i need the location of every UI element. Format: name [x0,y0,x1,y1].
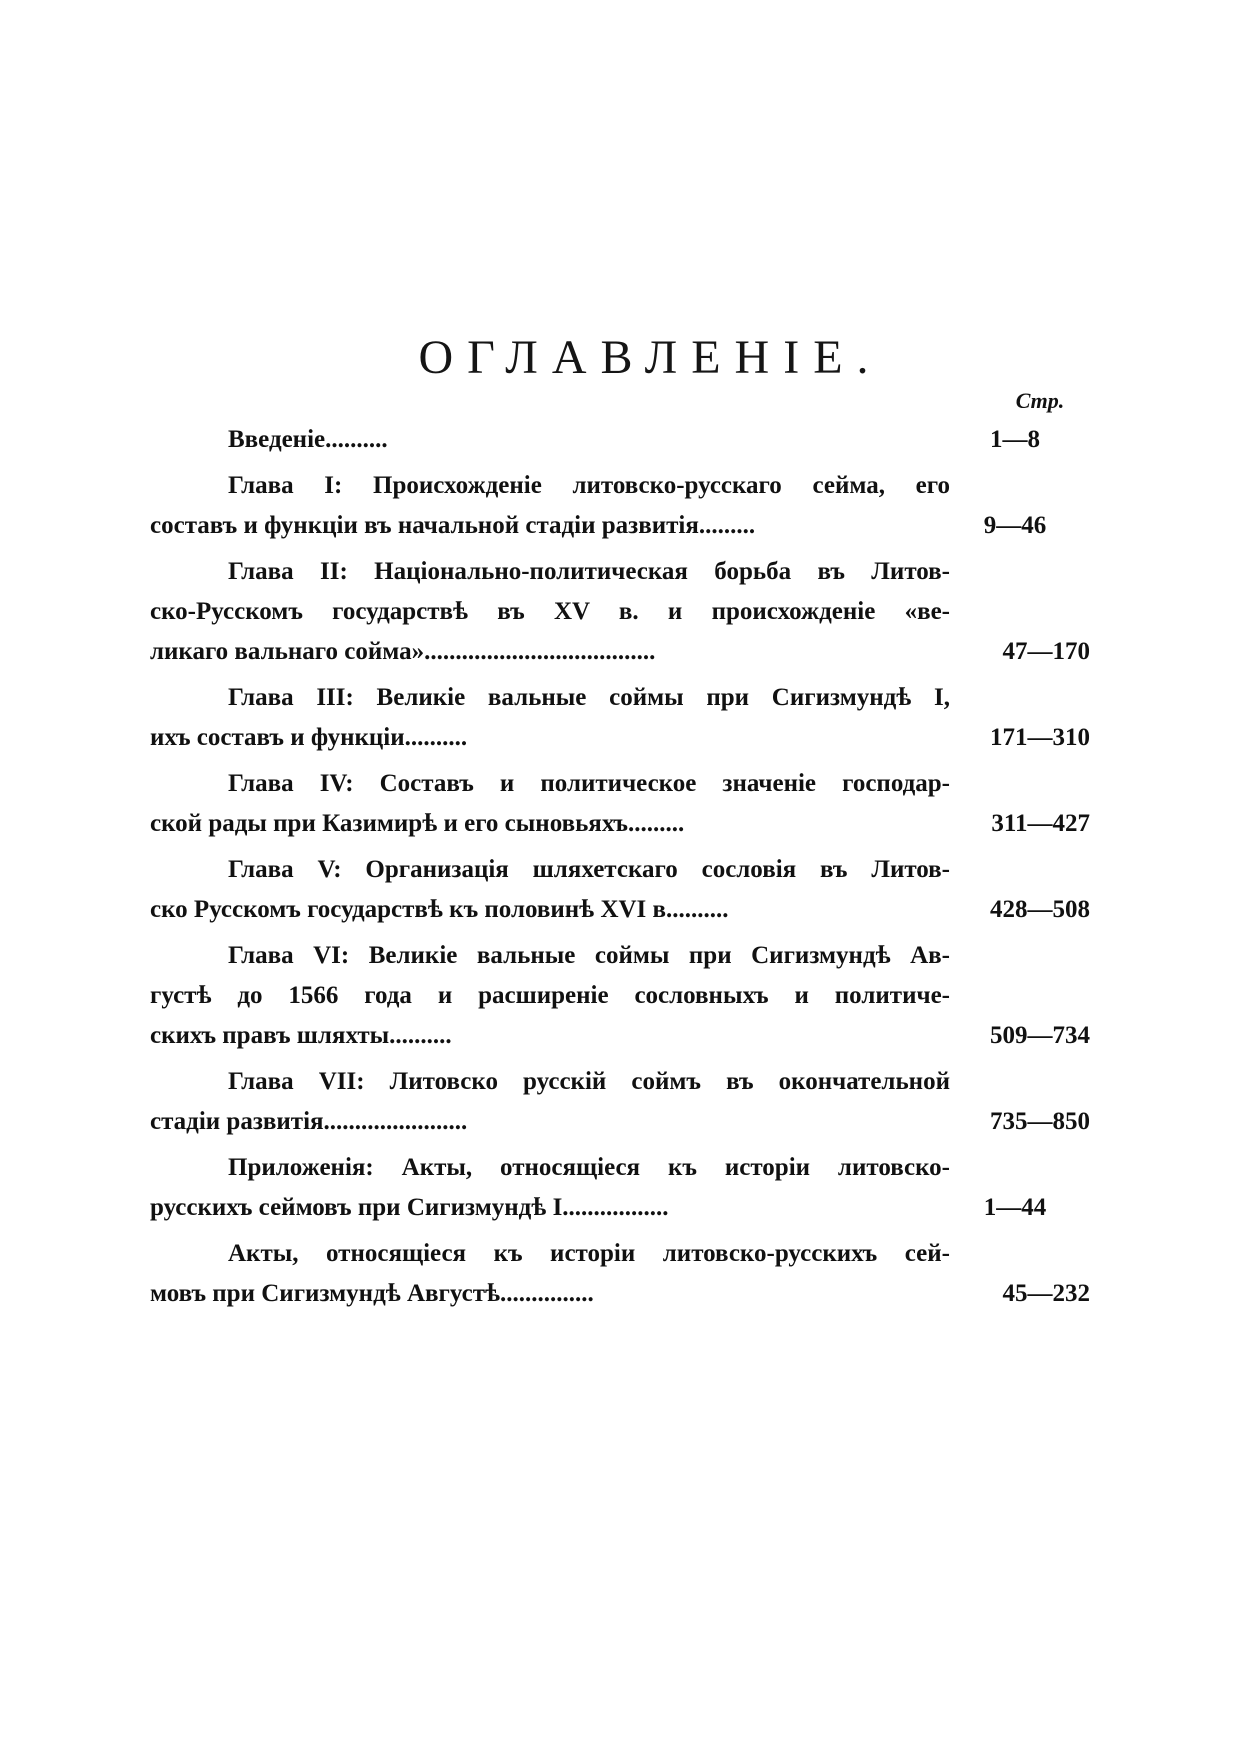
toc-entry-chapter-1 [150,466,1090,546]
page-title: ОГЛАВЛЕНІЕ. [418,331,883,384]
table-of-contents [150,420,1090,1314]
toc-line [150,678,1090,718]
toc-line [150,1102,1090,1142]
toc-page-range: 45—232 [1002,1280,1090,1307]
toc-entry-chapter-2 [150,552,1090,672]
toc-line [150,466,1090,506]
toc-entry-text: русскихъ сеймовъ при Сигизмундѣ I................. [150,1194,669,1221]
toc-entry-text: ской рады при Казимирѣ и его сыновьяхъ......... [150,810,685,837]
toc-line [150,632,1090,672]
toc-line [150,592,1090,632]
toc-entry-text: Приложенія: Акты, относящіеся къ исторіи литовско- [228,1154,950,1181]
toc-entry-text: Глава I: Происхожденіе литовско-русскаго сейма, его [228,472,950,499]
toc-page-range: 735—850 [990,1108,1090,1135]
toc-line [150,764,1090,804]
toc-line [150,804,1090,844]
toc-line [150,552,1090,592]
pages-column-header: Стр. [1015,388,1065,413]
toc-entry-text: составъ и функціи въ начальной стадіи развитія......... [150,512,756,539]
toc-line [150,850,1090,890]
toc-entry-text: густѣ до 1566 года и расширеніе сословныхъ и политиче- [150,982,950,1009]
toc-line [150,1016,1090,1056]
toc-entry-appendices [150,1148,1090,1228]
toc-page-range: 1—44 [983,1194,1047,1221]
toc-line [150,936,1090,976]
toc-line [150,1062,1090,1102]
toc-entry-text: ско-Русскомъ государствѣ въ XV в. и происхожденіе «ве- [150,598,950,625]
toc-entry-text: мовъ при Сигизмундѣ Августѣ............... [150,1280,594,1307]
toc-entry-text: Глава III: Великіе вальные соймы при Сигизмундѣ I, [228,684,950,711]
toc-entry-text: Глава VII: Литовско русскій соймъ въ окончательной [228,1068,950,1095]
toc-entry-text: Глава II: Національно-политическая борьба въ Литов- [228,558,950,585]
toc-line [150,1148,1090,1188]
toc-entry-acts-augustus [150,1234,1090,1314]
toc-entry-text: ихъ составъ и функціи.......... [150,724,468,751]
toc-entry-text: Введеніе.......... [228,426,388,453]
toc-page-range: 47—170 [1002,638,1090,665]
toc-entry-chapter-3 [150,678,1090,758]
toc-entry-text: скихъ правъ шляхты.......... [150,1022,452,1049]
toc-page-range: 509—734 [990,1022,1090,1049]
toc-entry-text: ликаго вальнаго сойма»..................................... [150,638,656,665]
toc-entry-chapter-4 [150,764,1090,844]
toc-entry-text: Акты, относящіеся къ исторіи литовско-русскихъ сей- [228,1240,950,1267]
toc-entry-text: Глава VI: Великіе вальные соймы при Сигизмундѣ Ав- [228,942,950,969]
toc-line [150,718,1090,758]
toc-line [150,420,1090,460]
toc-entry-text: ско Русскомъ государствѣ къ половинѣ XVI в.......... [150,896,729,923]
toc-line [150,1234,1090,1274]
toc-page-range: 428—508 [990,896,1090,923]
toc-line [150,976,1090,1016]
toc-page-range: 171—310 [990,724,1090,751]
toc-line [150,506,1090,546]
toc-line [150,1188,1090,1228]
toc-line [150,890,1090,930]
toc-line [150,1274,1090,1314]
toc-page-range: 1—8 [990,426,1040,453]
toc-entry-introduction [150,420,1090,460]
toc-entry-text: Глава V: Организація шляхетскаго сословія въ Литов- [228,856,950,883]
toc-page-range: 311—427 [991,810,1090,837]
toc-entry-chapter-5 [150,850,1090,930]
toc-entry-text: Глава IV: Составъ и политическое значеніе господар- [228,770,950,797]
toc-entry-chapter-6 [150,936,1090,1056]
toc-page-range: 9—46 [983,512,1047,539]
toc-entry-chapter-7 [150,1062,1090,1142]
toc-entry-text: стадіи развитія....................... [150,1108,468,1135]
